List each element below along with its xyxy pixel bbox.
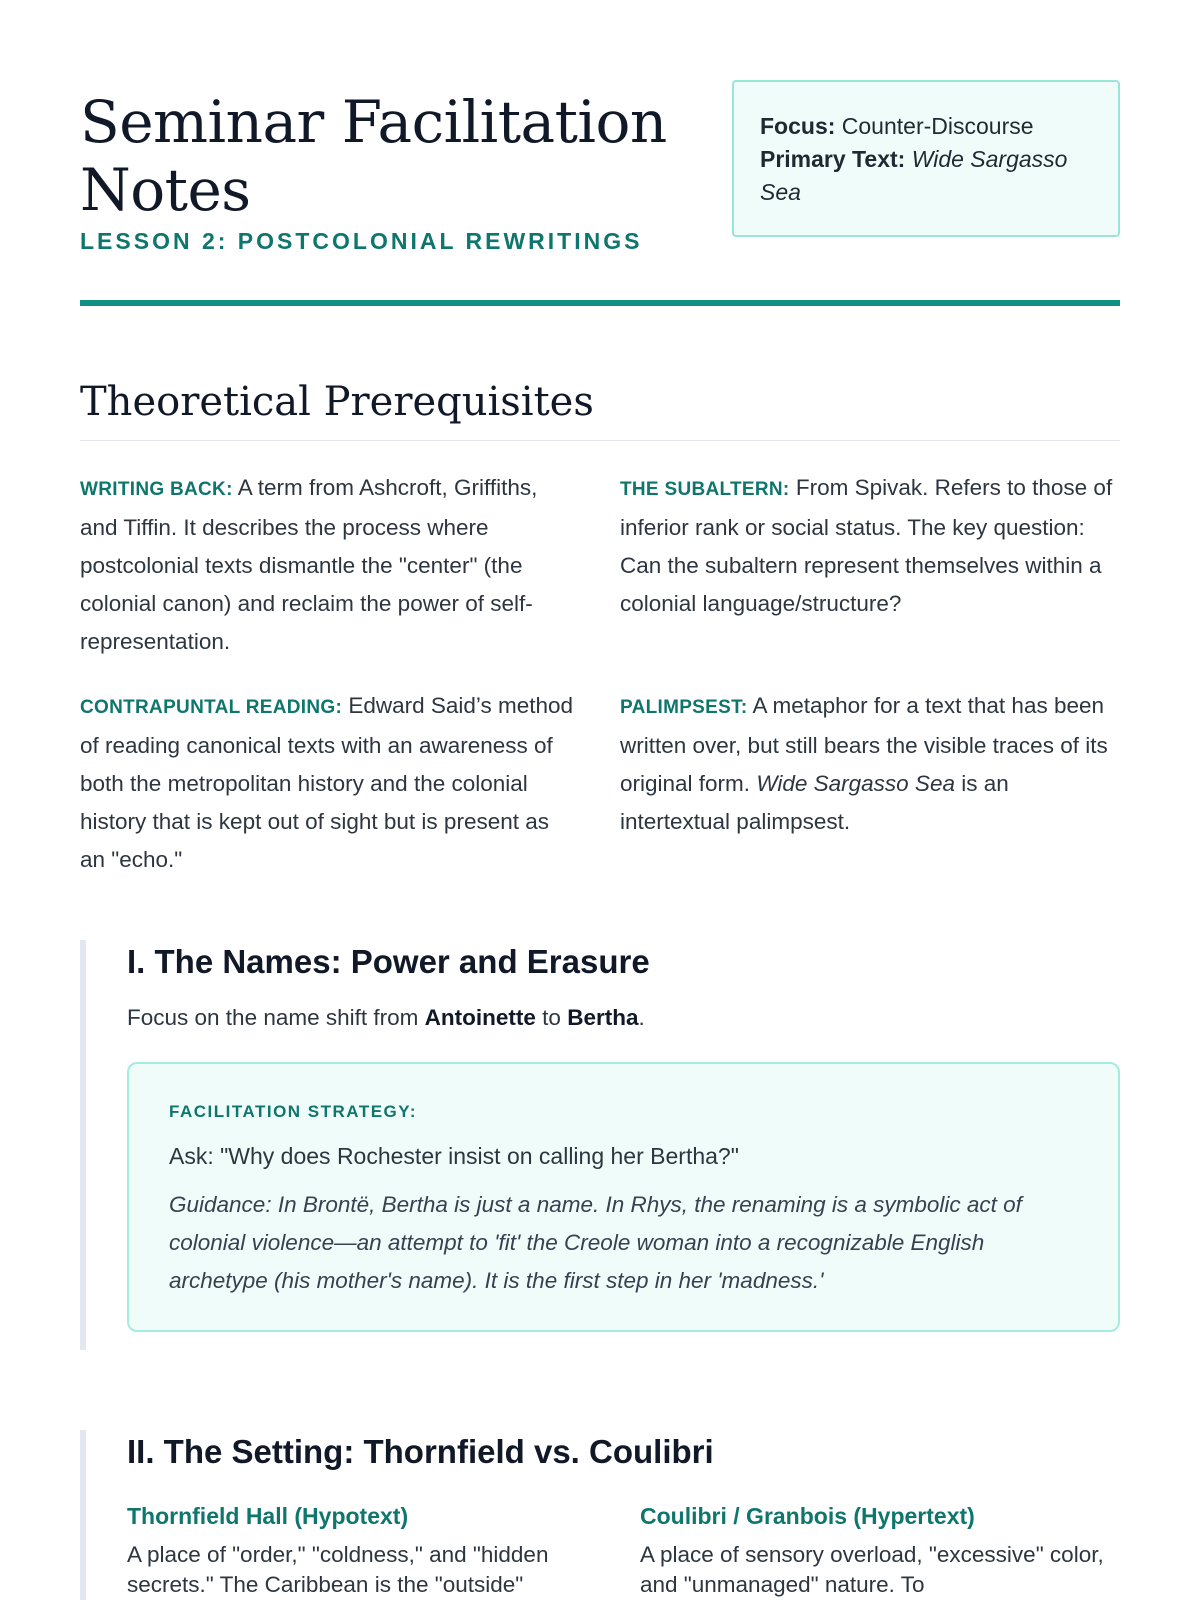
setting-section xyxy=(80,1430,1120,1600)
lead-text: Focus on the name shift from xyxy=(127,1005,419,1030)
term-writing-back xyxy=(80,469,580,661)
term-palimpsest xyxy=(620,687,1120,879)
focus-line xyxy=(760,110,1092,143)
compare-title: Thornfield Hall (Hypotext) xyxy=(127,1503,409,1529)
lesson-subtitle: LESSON 2: POSTCOLONIAL REWRITINGS xyxy=(80,228,643,254)
primary-text-label: Primary Text: xyxy=(760,146,906,172)
compare-column-coulibri xyxy=(640,1500,1120,1600)
page-header xyxy=(80,80,1120,300)
primary-text-value: Wide Sargasso Sea xyxy=(760,146,1068,205)
facilitation-strategy-box xyxy=(127,1062,1120,1332)
name-bertha: Bertha xyxy=(567,1005,639,1030)
section-lead xyxy=(127,1002,1120,1034)
term-subaltern xyxy=(620,469,1120,661)
term-definition: A term from Ashcroft, Griffiths, and Tiffin. It describes the process where postcolonial texts dismantle the "center" (the colonial canon) and reclaim the power of self-representation. xyxy=(80,475,538,654)
term-definition: From Spivak. Refers to those of inferior rank or social status. The key question: Can the subaltern represent themselves within a colonial language/structure? xyxy=(620,475,1113,616)
focus-value: Counter-Discourse xyxy=(841,113,1034,139)
setting-comparison xyxy=(127,1500,1120,1600)
meta-info-box xyxy=(732,80,1120,237)
term-definition-title: Wide Sargasso Sea xyxy=(756,771,955,796)
theoretical-prerequisites-section xyxy=(80,378,1120,879)
term-contrapuntal-reading xyxy=(80,687,580,879)
term-definition: Edward Said’s method of reading canonical texts with an awareness of both the metropolitan history and the colonial history that is kept out of sight but is present as an "echo." xyxy=(80,693,574,872)
strategy-question: Ask: "Why does Rochester insist on calling her Bertha?" xyxy=(169,1143,739,1169)
name-antoinette: Antoinette xyxy=(424,1005,536,1030)
section-heading: Theoretical Prerequisites xyxy=(80,378,1120,441)
term-definition: A metaphor for a text that has been written over, but still bears the visible traces of its original form. xyxy=(620,693,1108,796)
names-section xyxy=(80,940,1120,1350)
term-definition-end: is an intertextual palimpsest. xyxy=(620,771,1009,834)
lead-text: to xyxy=(542,1005,561,1030)
terms-grid xyxy=(80,469,1120,879)
section-heading: I. The Names: Power and Erasure xyxy=(127,943,650,980)
section-heading: II. The Setting: Thornfield vs. Coulibri xyxy=(127,1433,714,1470)
term-label: WRITING BACK: xyxy=(80,479,233,500)
compare-text: A place of sensory overload, "excessive" color, and "unmanaged" nature. To xyxy=(640,1542,1104,1597)
header-divider xyxy=(80,300,1120,306)
compare-text: A place of "order," "coldness," and "hidden secrets." The Caribbean is the "outside" xyxy=(127,1542,549,1597)
term-label: CONTRAPUNTAL READING: xyxy=(80,697,343,718)
compare-column-thornfield xyxy=(127,1500,607,1600)
lead-text: . xyxy=(638,1005,645,1030)
page-title: Seminar Facilitation Notes xyxy=(80,88,667,224)
term-label: PALIMPSEST: xyxy=(620,697,748,718)
compare-title: Coulibri / Granbois (Hypertext) xyxy=(640,1503,975,1529)
focus-label: Focus: xyxy=(760,113,836,139)
term-label: THE SUBALTERN: xyxy=(620,479,790,500)
strategy-guidance: Guidance: In Brontë, Bertha is just a name. In Rhys, the renaming is a symbolic act of colonial violence—an attempt to 'fit' the Creole woman into a recognizable English archetype (his mother's name). It is the first step in her 'madness.' xyxy=(169,1192,1022,1293)
page xyxy=(80,0,1120,1600)
strategy-label: FACILITATION STRATEGY: xyxy=(169,1102,417,1121)
primary-text-line xyxy=(760,143,1092,209)
